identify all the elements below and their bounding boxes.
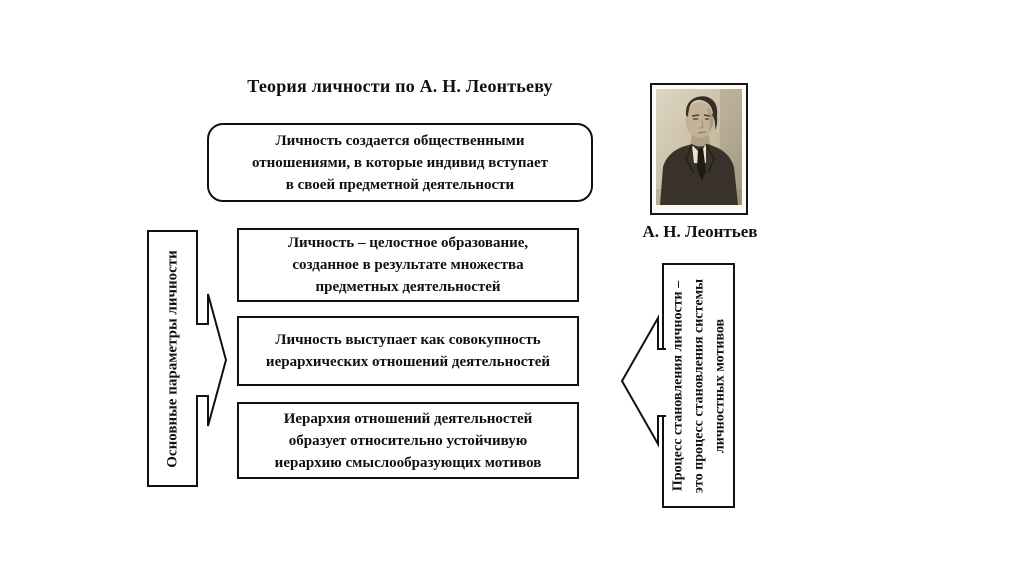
block-arrow-left-icon <box>620 314 666 448</box>
portrait-frame <box>650 83 748 215</box>
statement-box-2 <box>237 316 579 386</box>
statement-line: Иерархия отношений деятельностей <box>283 410 533 427</box>
statement-box-1 <box>237 228 579 302</box>
right-banner-line: личностных мотивов <box>712 318 727 453</box>
left-banner-label: Основные параметры личности <box>164 249 180 468</box>
statement-line: иерархию смыслообразующих мотивов <box>274 454 542 471</box>
page-title: Теория личности по А. Н. Леонтьеву <box>247 76 553 96</box>
statement-line: предметных деятельностей <box>315 279 501 295</box>
right-banner-label <box>662 263 735 508</box>
statement-line: созданное в результате множества <box>292 257 524 273</box>
statement-line: Личность выступает как совокупность <box>275 332 541 348</box>
right-banner <box>662 263 735 508</box>
statement-box-3 <box>237 402 579 479</box>
statement-line: образует относительно устойчивую <box>288 432 528 449</box>
statement-line: Личность – целостное образование, <box>287 235 529 251</box>
portrait-photo <box>656 89 742 205</box>
statement-line: иерархических отношений деятельностей <box>265 354 551 370</box>
definition-line: отношениями, в которые индивид вступает <box>251 154 548 171</box>
definition-box <box>207 123 593 202</box>
right-banner-line: это процесс становления системы <box>691 278 706 493</box>
right-banner-line: Процесс становления личности – <box>670 280 685 491</box>
definition-line: в своей предметной деятельности <box>285 176 515 193</box>
block-arrow-right-icon <box>196 291 228 429</box>
portrait-caption: А. Н. Леонтьев <box>642 222 758 241</box>
left-banner <box>147 230 198 487</box>
definition-line: Личность создается общественными <box>275 132 525 149</box>
